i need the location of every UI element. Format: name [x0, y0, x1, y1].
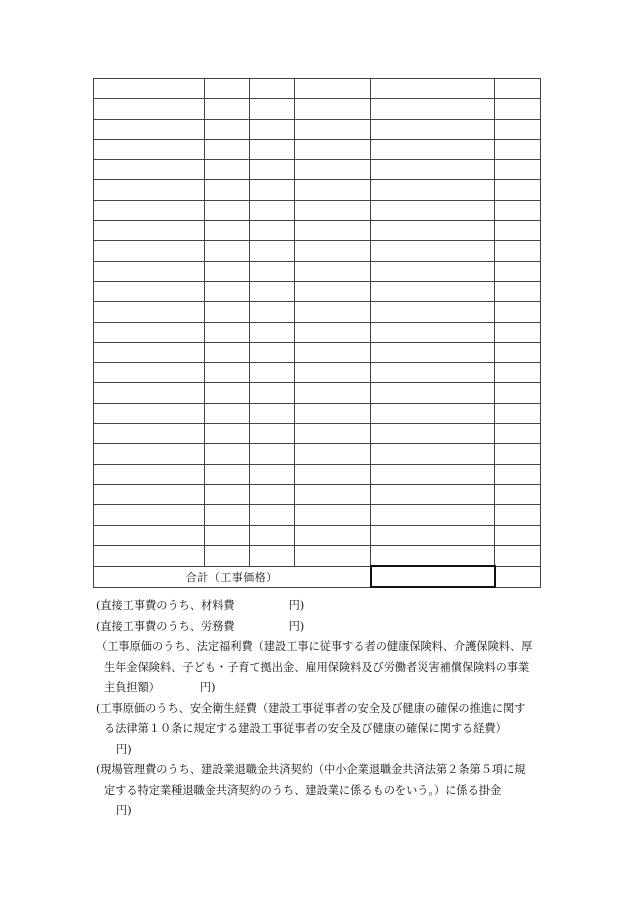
table-cell[interactable] — [205, 525, 250, 545]
table-cell[interactable] — [371, 505, 495, 525]
table-cell[interactable] — [94, 139, 205, 159]
table-cell[interactable] — [495, 221, 541, 241]
table-row — [94, 424, 541, 444]
table-cell[interactable] — [250, 342, 295, 362]
table-body — [94, 79, 541, 567]
table-row — [94, 99, 541, 119]
table-cell[interactable] — [94, 505, 205, 525]
table-cell[interactable] — [250, 322, 295, 342]
table-cell[interactable] — [371, 261, 495, 281]
table-cell[interactable] — [371, 160, 495, 180]
table-cell[interactable] — [295, 99, 371, 119]
table-cell[interactable] — [205, 424, 250, 444]
table-cell[interactable] — [250, 464, 295, 484]
table-row — [94, 281, 541, 301]
table-cell[interactable] — [250, 241, 295, 261]
table-row — [94, 383, 541, 403]
note-yen: 円) — [199, 681, 216, 694]
table-cell[interactable] — [295, 363, 371, 383]
table-row — [94, 464, 541, 484]
table-cell[interactable] — [295, 221, 371, 241]
table-cell[interactable] — [371, 525, 495, 545]
table-cell[interactable] — [495, 302, 541, 322]
table-cell[interactable] — [495, 525, 541, 545]
table-cell[interactable] — [371, 424, 495, 444]
table-cell[interactable] — [371, 99, 495, 119]
table-cell[interactable] — [94, 342, 205, 362]
table-cell[interactable] — [94, 322, 205, 342]
table-cell[interactable] — [94, 403, 205, 423]
table-cell[interactable] — [495, 139, 541, 159]
table-cell[interactable] — [205, 403, 250, 423]
note-line: (現場管理費のうち、建設業退職金共済契約（中小企業退職金共済法第２条第５項に規 — [96, 763, 526, 776]
table-row — [94, 261, 541, 281]
table-cell[interactable] — [295, 139, 371, 159]
table-row — [94, 180, 541, 200]
table-cell[interactable] — [205, 545, 250, 566]
note-line: 生年金保険料、子ども・子育て拠出金、雇用保険料及び労働者災害補償保険料の事業 — [104, 660, 530, 674]
table-row — [94, 241, 541, 261]
table-row — [94, 505, 541, 525]
table-cell[interactable] — [205, 99, 250, 119]
table-cell[interactable] — [205, 180, 250, 200]
table-cell[interactable] — [495, 261, 541, 281]
table-row — [94, 342, 541, 362]
table-cell[interactable] — [371, 484, 495, 504]
table-cell[interactable] — [371, 79, 495, 99]
table-cell[interactable] — [94, 261, 205, 281]
table-cell[interactable] — [371, 281, 495, 301]
table-cell[interactable] — [205, 261, 250, 281]
table-row — [94, 79, 541, 99]
table-cell[interactable] — [94, 484, 205, 504]
table-cell[interactable] — [94, 525, 205, 545]
notes-section — [96, 596, 556, 822]
table-cell[interactable] — [250, 200, 295, 220]
table-cell[interactable] — [371, 444, 495, 464]
table-cell[interactable] — [371, 383, 495, 403]
note-labor-cost — [96, 617, 556, 638]
table-cell[interactable] — [94, 444, 205, 464]
table-cell[interactable] — [250, 525, 295, 545]
table-cell[interactable] — [205, 322, 250, 342]
table-cell[interactable] — [371, 545, 495, 566]
table-cell[interactable] — [94, 160, 205, 180]
table-cell[interactable] — [250, 99, 295, 119]
total-row — [94, 566, 541, 587]
total-extra-cell — [495, 566, 541, 587]
note-line: 主負担額） — [104, 681, 160, 694]
table-row — [94, 403, 541, 423]
table-cell[interactable] — [250, 139, 295, 159]
table-cell[interactable] — [250, 484, 295, 504]
note-text: (直接工事費のうち、労務費 — [96, 619, 235, 633]
note-yen: 円) — [288, 619, 305, 633]
table-cell[interactable] — [205, 221, 250, 241]
table-cell[interactable] — [295, 241, 371, 261]
table-cell[interactable] — [495, 484, 541, 504]
table-cell[interactable] — [371, 119, 495, 139]
table-row — [94, 302, 541, 322]
table-cell[interactable] — [205, 464, 250, 484]
table-cell[interactable] — [295, 444, 371, 464]
note-yen: 円) — [116, 742, 132, 756]
table-cell[interactable] — [94, 302, 205, 322]
table-cell[interactable] — [94, 221, 205, 241]
note-material-cost — [96, 596, 556, 617]
table-cell[interactable] — [205, 505, 250, 525]
table-cell[interactable] — [495, 180, 541, 200]
table-cell[interactable] — [495, 464, 541, 484]
table-cell[interactable] — [250, 505, 295, 525]
table-row — [94, 363, 541, 383]
table-cell[interactable] — [250, 261, 295, 281]
table-row — [94, 119, 541, 139]
table-row — [94, 200, 541, 220]
note-retirement-mutual-aid — [96, 760, 556, 822]
table-cell[interactable] — [94, 545, 205, 566]
table-cell[interactable] — [250, 79, 295, 99]
table-row — [94, 545, 541, 566]
table-cell[interactable] — [371, 180, 495, 200]
table-cell[interactable] — [495, 322, 541, 342]
table-cell[interactable] — [295, 424, 371, 444]
table-cell[interactable] — [205, 302, 250, 322]
table-cell[interactable] — [205, 139, 250, 159]
table-cell[interactable] — [205, 79, 250, 99]
table-cell[interactable] — [495, 241, 541, 261]
table-cell[interactable] — [295, 464, 371, 484]
note-line: (工事原価のうち、安全衛生経費（建設工事従事者の安全及び健康の確保の推進に関す — [96, 701, 526, 715]
table-cell[interactable] — [94, 200, 205, 220]
table-cell[interactable] — [371, 363, 495, 383]
table-cell[interactable] — [94, 464, 205, 484]
table-cell[interactable] — [94, 241, 205, 261]
table-cell[interactable] — [371, 221, 495, 241]
table-cell[interactable] — [371, 403, 495, 423]
note-safety-health — [96, 699, 556, 761]
table-cell[interactable] — [295, 322, 371, 342]
table-cell[interactable] — [495, 383, 541, 403]
table-cell[interactable] — [495, 545, 541, 566]
table-row — [94, 322, 541, 342]
table-cell[interactable] — [371, 200, 495, 220]
table-cell[interactable] — [295, 545, 371, 566]
table-cell[interactable] — [495, 444, 541, 464]
table-cell[interactable] — [495, 363, 541, 383]
table-cell[interactable] — [495, 119, 541, 139]
table-cell[interactable] — [371, 464, 495, 484]
table-cell[interactable] — [295, 261, 371, 281]
table-cell[interactable] — [371, 302, 495, 322]
table-cell[interactable] — [250, 383, 295, 403]
table-cell[interactable] — [250, 119, 295, 139]
table-cell[interactable] — [205, 383, 250, 403]
table-cell[interactable] — [205, 281, 250, 301]
table-cell[interactable] — [250, 363, 295, 383]
table-cell[interactable] — [250, 160, 295, 180]
table-cell[interactable] — [495, 424, 541, 444]
cost-breakdown-table — [93, 78, 541, 588]
note-line: る法律第１０条に規定する建設工事従事者の安全及び健康の確保に関する経費） — [104, 722, 507, 735]
note-text: (直接工事費のうち、材料費 — [96, 599, 235, 612]
note-line: 定する特定業種退職金共済契約のうち、建設業に係るものをいう。）に係る掛金 — [104, 783, 502, 797]
table-cell[interactable] — [495, 281, 541, 301]
table-cell[interactable] — [495, 160, 541, 180]
table-cell[interactable] — [94, 79, 205, 99]
table-row — [94, 221, 541, 241]
table-cell[interactable] — [250, 281, 295, 301]
table-cell[interactable] — [295, 525, 371, 545]
table-cell[interactable] — [250, 545, 295, 566]
table-cell[interactable] — [250, 302, 295, 322]
table-row — [94, 525, 541, 545]
table-cell[interactable] — [250, 221, 295, 241]
table-cell[interactable] — [495, 505, 541, 525]
table-cell[interactable] — [295, 281, 371, 301]
table-cell[interactable] — [94, 99, 205, 119]
table-cell[interactable] — [205, 200, 250, 220]
table-cell[interactable] — [495, 200, 541, 220]
table-cell[interactable] — [495, 342, 541, 362]
note-legal-welfare — [96, 637, 556, 699]
table-cell[interactable] — [205, 363, 250, 383]
table-cell[interactable] — [295, 484, 371, 504]
table-cell[interactable] — [250, 444, 295, 464]
table-cell[interactable] — [205, 342, 250, 362]
table-cell[interactable] — [94, 180, 205, 200]
table-cell[interactable] — [495, 403, 541, 423]
table-cell[interactable] — [495, 79, 541, 99]
table-row — [94, 484, 541, 504]
total-label: 合計（工事価格） — [94, 566, 371, 587]
table-row — [94, 139, 541, 159]
table-cell[interactable] — [205, 241, 250, 261]
table-cell[interactable] — [295, 180, 371, 200]
table-cell[interactable] — [250, 424, 295, 444]
table-cell[interactable] — [495, 99, 541, 119]
table-cell[interactable] — [94, 119, 205, 139]
table-cell[interactable] — [94, 363, 205, 383]
table-cell[interactable] — [250, 403, 295, 423]
table-cell[interactable] — [371, 241, 495, 261]
table-row — [94, 444, 541, 464]
table-cell[interactable] — [371, 322, 495, 342]
table-cell[interactable] — [295, 505, 371, 525]
table-cell[interactable] — [295, 119, 371, 139]
table-cell[interactable] — [205, 484, 250, 504]
table-cell[interactable] — [295, 79, 371, 99]
table-cell[interactable] — [295, 383, 371, 403]
table-cell[interactable] — [205, 119, 250, 139]
table-cell[interactable] — [295, 200, 371, 220]
total-value-cell[interactable] — [371, 566, 495, 587]
table-cell[interactable] — [205, 444, 250, 464]
note-yen: 円) — [288, 599, 305, 612]
table-cell[interactable] — [205, 160, 250, 180]
table-cell[interactable] — [250, 180, 295, 200]
note-yen: 円) — [116, 804, 132, 817]
table-cell[interactable] — [94, 424, 205, 444]
table-cell[interactable] — [295, 342, 371, 362]
table-cell[interactable] — [94, 281, 205, 301]
table-cell[interactable] — [295, 302, 371, 322]
table-cell[interactable] — [94, 383, 205, 403]
table-cell[interactable] — [371, 342, 495, 362]
table-cell[interactable] — [295, 160, 371, 180]
table-cell[interactable] — [371, 139, 495, 159]
table-cell[interactable] — [295, 403, 371, 423]
note-line: （工事原価のうち、法定福利費（建設工事に従事する者の健康保険料、介護保険料、厚 — [96, 640, 533, 653]
table-row — [94, 160, 541, 180]
